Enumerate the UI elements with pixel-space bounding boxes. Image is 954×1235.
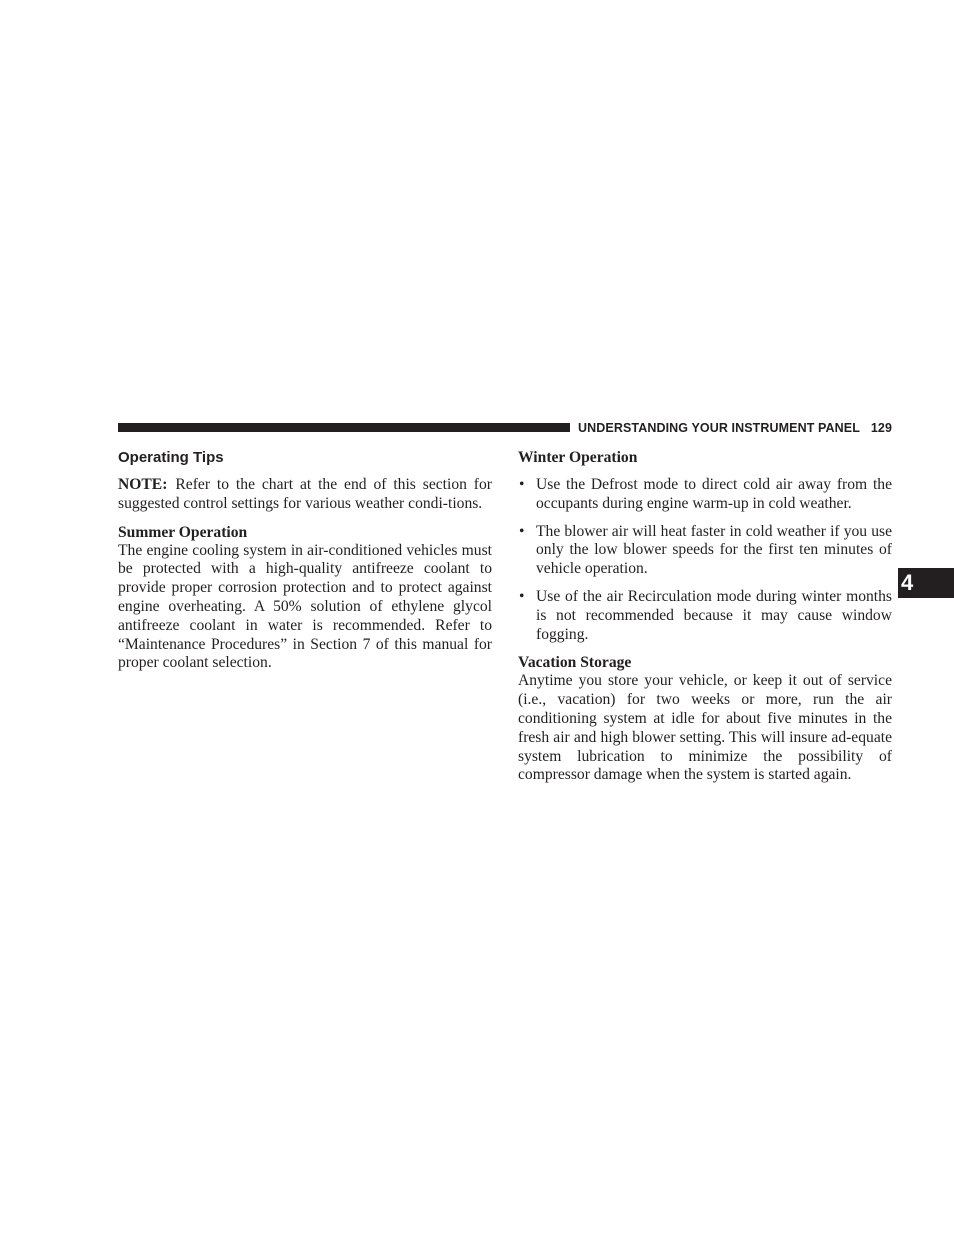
- summer-operation-text: The engine cooling system in air-conditioned vehicles must be protected with a high-quality antifreeze coolant to provide proper corrosion protection and to protect against engine overheating. A 50% solution of ethylene glycol antifreeze coolant in water is recommended. Refer to “Maintenance Procedures” in Section 7 of this manual for proper coolant selection.: [118, 541, 492, 672]
- header-rule: [118, 423, 570, 432]
- list-item-text: Use of the air Recirculation mode during winter months is not recommended because it may cause window fogging.: [536, 587, 892, 643]
- vacation-storage-heading: Vacation Storage: [518, 654, 632, 672]
- note-label: NOTE:: [118, 476, 168, 493]
- list-item-text: The blower air will heat faster in cold weather if you use only the low blower speeds for the first ten minutes of vehicle operation.: [536, 522, 892, 578]
- summer-operation-heading: Summer Operation: [118, 523, 248, 541]
- list-item: [518, 588, 892, 644]
- bullet-icon: •: [519, 522, 525, 540]
- right-column: [518, 448, 892, 785]
- list-item: [518, 476, 892, 514]
- left-column: [118, 448, 492, 673]
- header-section-title: UNDERSTANDING YOUR INSTRUMENT PANEL: [578, 421, 860, 435]
- page-number: 129: [870, 421, 892, 435]
- bullet-icon: •: [519, 476, 525, 493]
- winter-operation-heading: Winter Operation: [518, 449, 638, 466]
- chapter-tab: 4: [898, 568, 954, 598]
- note-paragraph: [118, 476, 492, 514]
- list-item: [518, 523, 892, 579]
- bullet-icon: •: [519, 587, 525, 605]
- operating-tips-heading: Operating Tips: [118, 449, 224, 466]
- list-item-text: Use the Defrost mode to direct cold air away from the occupants during engine warm-up in cold weather.: [536, 476, 892, 512]
- note-text: Refer to the chart at the end of this section for suggested control settings for various weather condi-tions.: [118, 476, 492, 512]
- vacation-storage-text: Anytime you store your vehicle, or keep it out of service (i.e., vacation) for two weeks or more, run the air conditioning system at idle for about five minutes in the fresh air and high blower setting. This will insure ad-equate system lubrication to minimize the possibility of compressor damage when the system is started again.: [518, 672, 892, 784]
- running-header: [578, 420, 892, 436]
- winter-operation-list: [518, 476, 892, 644]
